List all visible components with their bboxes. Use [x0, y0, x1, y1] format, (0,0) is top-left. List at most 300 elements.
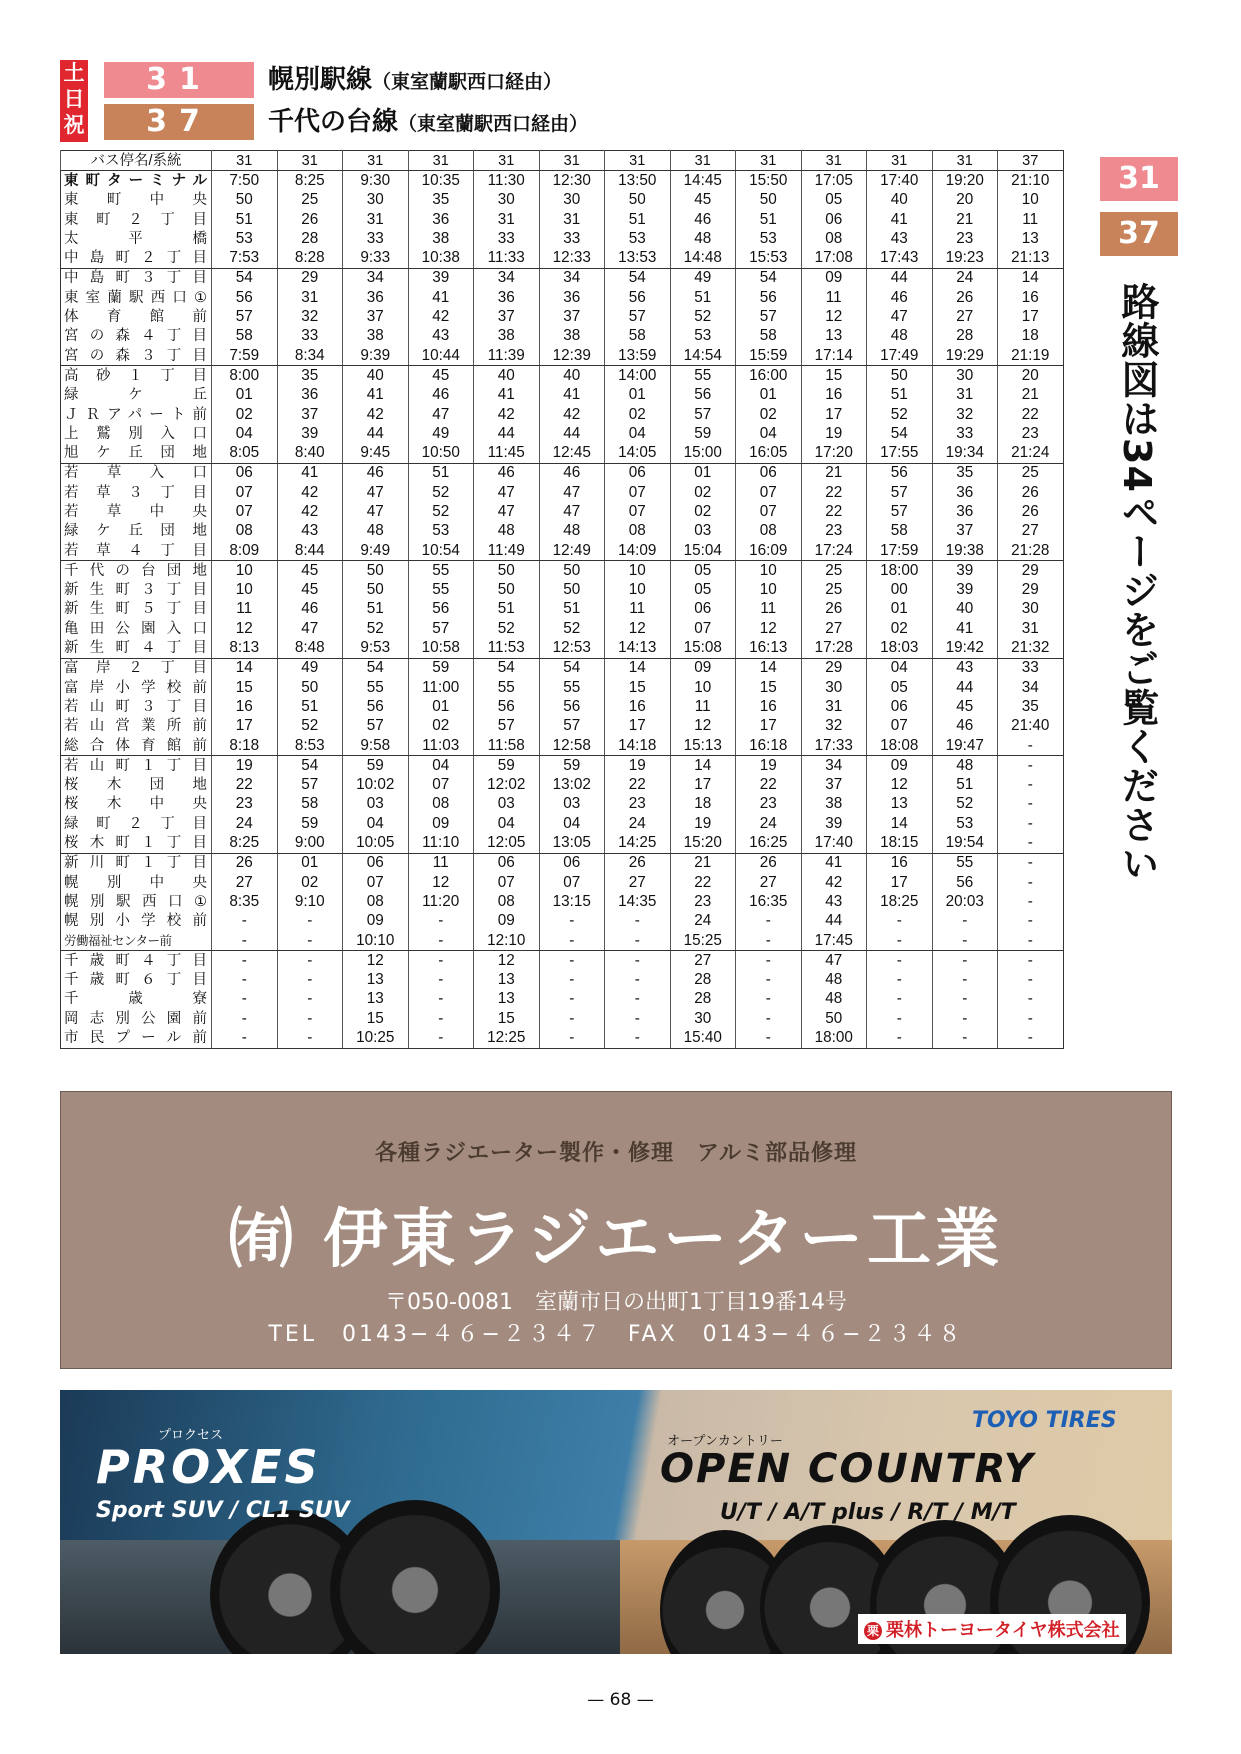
timetable-row: [61, 443, 1064, 463]
departure-time: -: [998, 873, 1064, 892]
bus-stop-name: 新生町５丁目: [64, 601, 207, 618]
route-31-title: 幌別駅線（東室蘭駅西口経由）: [268, 65, 563, 95]
departure-time: 10: [736, 581, 802, 600]
departure-time: 17:14: [801, 346, 867, 366]
departure-time: 01: [408, 697, 474, 716]
departure-time: 17: [212, 717, 278, 736]
departure-time: -: [998, 912, 1064, 931]
departure-time: 49: [408, 424, 474, 443]
bus-stop-name: 上鷲別入口: [64, 425, 207, 442]
bus-stop-name: 緑ケ丘団地: [64, 523, 207, 540]
departure-time: 12: [605, 619, 671, 638]
departure-time: 32: [277, 307, 343, 326]
departure-time: 45: [670, 191, 736, 210]
departure-time: 51: [474, 600, 540, 619]
departure-time: -: [932, 1009, 998, 1028]
departure-time: -: [539, 1028, 605, 1048]
departure-time: 34: [998, 678, 1064, 697]
timetable-row: [61, 268, 1064, 288]
departure-time: -: [998, 776, 1064, 795]
departure-time: -: [408, 990, 474, 1009]
departure-time: 36: [539, 288, 605, 307]
tire-image: [330, 1500, 500, 1654]
bus-stop-name: 緑町２丁目: [64, 815, 207, 832]
timetable: [60, 150, 1064, 1049]
departure-time: -: [998, 892, 1064, 911]
departure-time: 07: [539, 873, 605, 892]
departure-time: 21:13: [998, 248, 1064, 268]
departure-time: -: [408, 1009, 474, 1028]
departure-time: 53: [670, 327, 736, 346]
departure-time: 58: [212, 327, 278, 346]
route-37-title: 千代の台線（東室蘭駅西口経由）: [268, 107, 589, 137]
departure-time: 02: [408, 717, 474, 736]
departure-time: 02: [736, 405, 802, 424]
departure-time: 13:15: [539, 892, 605, 911]
departure-time: 51: [408, 463, 474, 483]
departure-time: 07: [343, 873, 409, 892]
departure-time: 56: [212, 288, 278, 307]
departure-time: 8:09: [212, 541, 278, 561]
departure-time: 13:53: [605, 248, 671, 268]
departure-time: 42: [539, 405, 605, 424]
departure-time: 17:40: [801, 833, 867, 853]
departure-time: 11: [736, 600, 802, 619]
departure-time: 33: [998, 658, 1064, 678]
departure-time: 45: [408, 366, 474, 386]
departure-time: 42: [474, 405, 540, 424]
departure-time: 16:00: [736, 366, 802, 386]
route-37-badge: 37: [104, 104, 254, 140]
route-number-header: 31: [801, 151, 867, 171]
departure-time: 41: [539, 386, 605, 405]
departure-time: 28: [932, 327, 998, 346]
departure-time: -: [408, 1028, 474, 1048]
departure-time: 05: [670, 561, 736, 581]
departure-time: 38: [408, 229, 474, 248]
departure-time: 21:40: [998, 717, 1064, 736]
proxes-kana: プロクセス: [158, 1428, 224, 1443]
departure-time: 47: [474, 502, 540, 521]
departure-time: 23: [670, 892, 736, 911]
departure-time: 20: [998, 366, 1064, 386]
departure-time: 50: [867, 366, 933, 386]
bus-stop-name: 総合体育館前: [61, 736, 212, 756]
departure-time: 13: [474, 970, 540, 989]
departure-time: 18: [998, 327, 1064, 346]
departure-time: 51: [932, 776, 998, 795]
departure-time: 12: [408, 873, 474, 892]
departure-time: 06: [605, 463, 671, 483]
departure-time: 16:18: [736, 736, 802, 756]
departure-time: 16:13: [736, 638, 802, 658]
departure-time: 37: [343, 307, 409, 326]
departure-time: 15:59: [736, 346, 802, 366]
departure-time: 04: [736, 424, 802, 443]
departure-time: 14:00: [605, 366, 671, 386]
departure-time: 14:54: [670, 346, 736, 366]
departure-time: 36: [343, 288, 409, 307]
departure-time: 56: [932, 873, 998, 892]
departure-time: -: [736, 951, 802, 971]
departure-time: -: [605, 1009, 671, 1028]
departure-time: 12:49: [539, 541, 605, 561]
departure-time: 10:25: [343, 1028, 409, 1048]
bus-stop-name: 若草入口: [64, 465, 207, 482]
departure-time: 37: [932, 522, 998, 541]
departure-time: 22: [736, 776, 802, 795]
departure-time: 28: [277, 229, 343, 248]
bus-stop-name: 東室蘭駅西口①: [64, 289, 207, 306]
departure-time: 12: [670, 717, 736, 736]
departure-time: 17: [998, 307, 1064, 326]
departure-time: -: [277, 951, 343, 971]
timetable-row: [61, 951, 1064, 971]
departure-time: -: [277, 990, 343, 1009]
bus-stop-name: 若山営業所前: [64, 718, 207, 735]
departure-time: 18:00: [867, 561, 933, 581]
departure-time: 50: [277, 678, 343, 697]
departure-time: 10:38: [408, 248, 474, 268]
bus-stop-name: 中島町２丁目: [61, 248, 212, 268]
departure-time: 21:28: [998, 541, 1064, 561]
departure-time: 52: [867, 405, 933, 424]
departure-time: 17:33: [801, 736, 867, 756]
departure-time: 19:23: [932, 248, 998, 268]
departure-time: 44: [539, 424, 605, 443]
departure-time: 26: [801, 600, 867, 619]
departure-time: 42: [801, 873, 867, 892]
departure-time: 18: [670, 795, 736, 814]
departure-time: 44: [343, 424, 409, 443]
departure-time: 51: [539, 600, 605, 619]
departure-time: -: [539, 951, 605, 971]
departure-time: 50: [539, 581, 605, 600]
departure-time: -: [998, 970, 1064, 989]
departure-time: 12: [343, 951, 409, 971]
departure-time: 10:44: [408, 346, 474, 366]
departure-time: 01: [277, 853, 343, 873]
departure-time: 17:28: [801, 638, 867, 658]
departure-time: 37: [801, 776, 867, 795]
departure-time: 55: [539, 678, 605, 697]
timetable-row: [61, 697, 1064, 716]
departure-time: 30: [998, 600, 1064, 619]
bus-stop-name: 新生町３丁目: [64, 582, 207, 599]
departure-time: -: [998, 795, 1064, 814]
proxes-models: Sport SUV / CL1 SUV: [96, 1498, 350, 1523]
tire-advertisement: [60, 1390, 1172, 1654]
departure-time: 35: [277, 366, 343, 386]
departure-time: -: [277, 1028, 343, 1048]
departure-time: 02: [605, 405, 671, 424]
bus-stop-name: 新生町４丁目: [61, 638, 212, 658]
departure-time: 16: [801, 386, 867, 405]
departure-time: 46: [343, 463, 409, 483]
bus-stop-name: 若山町３丁目: [64, 698, 207, 715]
departure-time: -: [277, 912, 343, 931]
departure-time: -: [212, 931, 278, 951]
bus-stop-name: 若山町１丁目: [64, 757, 207, 774]
departure-time: -: [998, 1028, 1064, 1048]
departure-time: -: [212, 1028, 278, 1048]
departure-time: 11:30: [474, 171, 540, 191]
departure-time: 09: [343, 912, 409, 931]
bus-stop-name: 若草４丁目: [61, 541, 212, 561]
open-country-logo: OPEN COUNTRY: [660, 1446, 1035, 1492]
departure-time: 51: [867, 386, 933, 405]
departure-time: 16:09: [736, 541, 802, 561]
departure-time: 49: [670, 268, 736, 288]
departure-time: 14: [605, 658, 671, 678]
departure-time: 12:30: [539, 171, 605, 191]
departure-time: 12: [801, 307, 867, 326]
bus-stop-name: 千歳町６丁目: [64, 972, 207, 989]
departure-time: 30: [474, 191, 540, 210]
departure-time: 56: [343, 697, 409, 716]
departure-time: 26: [605, 853, 671, 873]
departure-time: 07: [408, 776, 474, 795]
departure-time: 31: [932, 386, 998, 405]
departure-time: -: [998, 833, 1064, 853]
departure-time: 34: [801, 756, 867, 776]
departure-time: 46: [474, 463, 540, 483]
departure-time: -: [736, 990, 802, 1009]
bus-stop-name: 東町ターミナル: [64, 172, 207, 189]
departure-time: -: [932, 990, 998, 1009]
departure-time: 40: [474, 366, 540, 386]
departure-time: 26: [212, 853, 278, 873]
departure-time: 15: [736, 678, 802, 697]
departure-time: 04: [867, 658, 933, 678]
departure-time: -: [736, 970, 802, 989]
departure-time: 06: [539, 853, 605, 873]
departure-time: -: [867, 931, 933, 951]
departure-time: 17: [670, 776, 736, 795]
departure-time: 11: [212, 600, 278, 619]
departure-time: -: [408, 931, 474, 951]
departure-time: 24: [736, 814, 802, 833]
bus-stop-name: 市民プール前: [61, 1028, 212, 1048]
departure-time: 46: [932, 717, 998, 736]
departure-time: 52: [408, 502, 474, 521]
departure-time: 59: [539, 756, 605, 776]
bus-stop-name: 幌別駅西口①: [64, 893, 207, 910]
route-31-badge: 31: [104, 62, 254, 98]
departure-time: 46: [539, 463, 605, 483]
departure-time: 11: [605, 600, 671, 619]
departure-time: 07: [474, 873, 540, 892]
departure-time: 8:34: [277, 346, 343, 366]
bus-stop-name: 亀田公園入口: [64, 620, 207, 637]
departure-time: -: [998, 990, 1064, 1009]
departure-time: 14:18: [605, 736, 671, 756]
timetable-row: [61, 833, 1064, 853]
departure-time: 41: [932, 619, 998, 638]
route-header: [60, 60, 1060, 142]
departure-time: 08: [605, 522, 671, 541]
route-number-header: 31: [539, 151, 605, 171]
radiator-advertisement: [60, 1091, 1172, 1369]
departure-time: 33: [277, 327, 343, 346]
departure-time: 17:43: [867, 248, 933, 268]
departure-time: 43: [932, 658, 998, 678]
departure-time: 41: [343, 386, 409, 405]
departure-time: 15:08: [670, 638, 736, 658]
timetable-row: [61, 717, 1064, 736]
departure-time: 01: [670, 463, 736, 483]
bus-stop-name: 千歳町４丁目: [64, 952, 207, 969]
departure-time: 14:35: [605, 892, 671, 911]
departure-time: 04: [605, 424, 671, 443]
departure-time: 31: [539, 210, 605, 229]
timetable-row: [61, 795, 1064, 814]
departure-time: 08: [736, 522, 802, 541]
departure-time: 57: [736, 307, 802, 326]
departure-time: 08: [408, 795, 474, 814]
departure-time: 14: [670, 756, 736, 776]
open-country-models: U/T / A/T plus / R/T / M/T: [720, 1500, 1016, 1525]
departure-time: 13:05: [539, 833, 605, 853]
departure-time: -: [932, 1028, 998, 1048]
departure-time: 37: [539, 307, 605, 326]
departure-time: -: [605, 951, 671, 971]
departure-time: 07: [605, 502, 671, 521]
route-map-note: 路線図は34ページをご覧ください: [1115, 282, 1159, 883]
departure-time: 25: [801, 581, 867, 600]
departure-time: 15:53: [736, 248, 802, 268]
bus-stop-name: 東町２丁目: [64, 211, 207, 228]
departure-time: 13: [801, 327, 867, 346]
bus-stop-name: 宮の森４丁目: [64, 328, 207, 345]
departure-time: -: [605, 912, 671, 931]
stop-column-header: バス停名/系統: [61, 151, 212, 171]
departure-time: 40: [343, 366, 409, 386]
departure-time: 54: [736, 268, 802, 288]
departure-time: 33: [932, 424, 998, 443]
departure-time: 14:25: [605, 833, 671, 853]
timetable-row: [61, 405, 1064, 424]
departure-time: 46: [670, 210, 736, 229]
departure-time: 47: [343, 502, 409, 521]
departure-time: 23: [212, 795, 278, 814]
departure-time: 21: [670, 853, 736, 873]
departure-time: 57: [277, 776, 343, 795]
departure-time: 12:10: [474, 931, 540, 951]
bus-stop-name: 太平橋: [64, 230, 207, 247]
departure-time: 47: [539, 483, 605, 502]
timetable-row: [61, 346, 1064, 366]
timetable-row: [61, 581, 1064, 600]
departure-time: 9:49: [343, 541, 409, 561]
departure-time: -: [212, 970, 278, 989]
departure-time: -: [212, 951, 278, 971]
departure-time: 55: [932, 853, 998, 873]
departure-time: 33: [343, 229, 409, 248]
departure-time: -: [605, 970, 671, 989]
departure-time: 07: [670, 619, 736, 638]
departure-time: 7:53: [212, 248, 278, 268]
proxes-logo: PROXES: [96, 1440, 321, 1494]
departure-time: 15:20: [670, 833, 736, 853]
timetable-row: [61, 327, 1064, 346]
departure-time: 04: [474, 814, 540, 833]
departure-time: 32: [932, 405, 998, 424]
departure-time: 10: [670, 678, 736, 697]
departure-time: 12:02: [474, 776, 540, 795]
departure-time: 34: [474, 268, 540, 288]
departure-time: 12: [474, 951, 540, 971]
departure-time: 8:25: [212, 833, 278, 853]
departure-time: 19: [670, 814, 736, 833]
departure-time: 10:02: [343, 776, 409, 795]
departure-time: 54: [867, 424, 933, 443]
departure-time: -: [736, 912, 802, 931]
departure-time: 8:13: [212, 638, 278, 658]
departure-time: 57: [867, 502, 933, 521]
departure-time: 53: [932, 814, 998, 833]
departure-time: 04: [343, 814, 409, 833]
departure-time: 48: [343, 522, 409, 541]
departure-time: 22: [801, 483, 867, 502]
departure-time: 27: [605, 873, 671, 892]
departure-time: 9:33: [343, 248, 409, 268]
timetable-row: [61, 736, 1064, 756]
departure-time: 56: [670, 386, 736, 405]
departure-time: 21:32: [998, 638, 1064, 658]
departure-time: -: [867, 951, 933, 971]
departure-time: 29: [277, 268, 343, 288]
departure-time: 38: [539, 327, 605, 346]
departure-time: 15: [605, 678, 671, 697]
departure-time: 14:48: [670, 248, 736, 268]
departure-time: 17:45: [801, 931, 867, 951]
bus-stop-name: 宮の森３丁目: [61, 346, 212, 366]
departure-time: 54: [539, 658, 605, 678]
page-number: — 68 —: [587, 1690, 654, 1710]
departure-time: 13: [474, 990, 540, 1009]
departure-time: -: [867, 970, 933, 989]
departure-time: 50: [474, 561, 540, 581]
departure-time: 19:29: [932, 346, 998, 366]
bus-stop-name: 体育館前: [64, 309, 207, 326]
departure-time: 8:48: [277, 638, 343, 658]
departure-time: 8:25: [277, 171, 343, 191]
departure-time: 02: [670, 502, 736, 521]
timetable-row: [61, 366, 1064, 386]
route-number-header: 31: [474, 151, 540, 171]
departure-time: 50: [736, 191, 802, 210]
departure-time: 17:55: [867, 443, 933, 463]
departure-time: 12:53: [539, 638, 605, 658]
departure-time: 55: [408, 561, 474, 581]
departure-time: 59: [670, 424, 736, 443]
departure-time: 11:53: [474, 638, 540, 658]
timetable-row: [61, 776, 1064, 795]
departure-time: 09: [474, 912, 540, 931]
departure-time: 57: [474, 717, 540, 736]
departure-time: -: [605, 1028, 671, 1048]
departure-time: 52: [932, 795, 998, 814]
bus-stop-name: 桜木団地: [64, 777, 207, 794]
departure-time: 06: [801, 210, 867, 229]
departure-time: 19:47: [932, 736, 998, 756]
departure-time: 53: [408, 522, 474, 541]
departure-time: 23: [932, 229, 998, 248]
departure-time: 35: [408, 191, 474, 210]
departure-time: 8:44: [277, 541, 343, 561]
departure-time: 35: [998, 697, 1064, 716]
